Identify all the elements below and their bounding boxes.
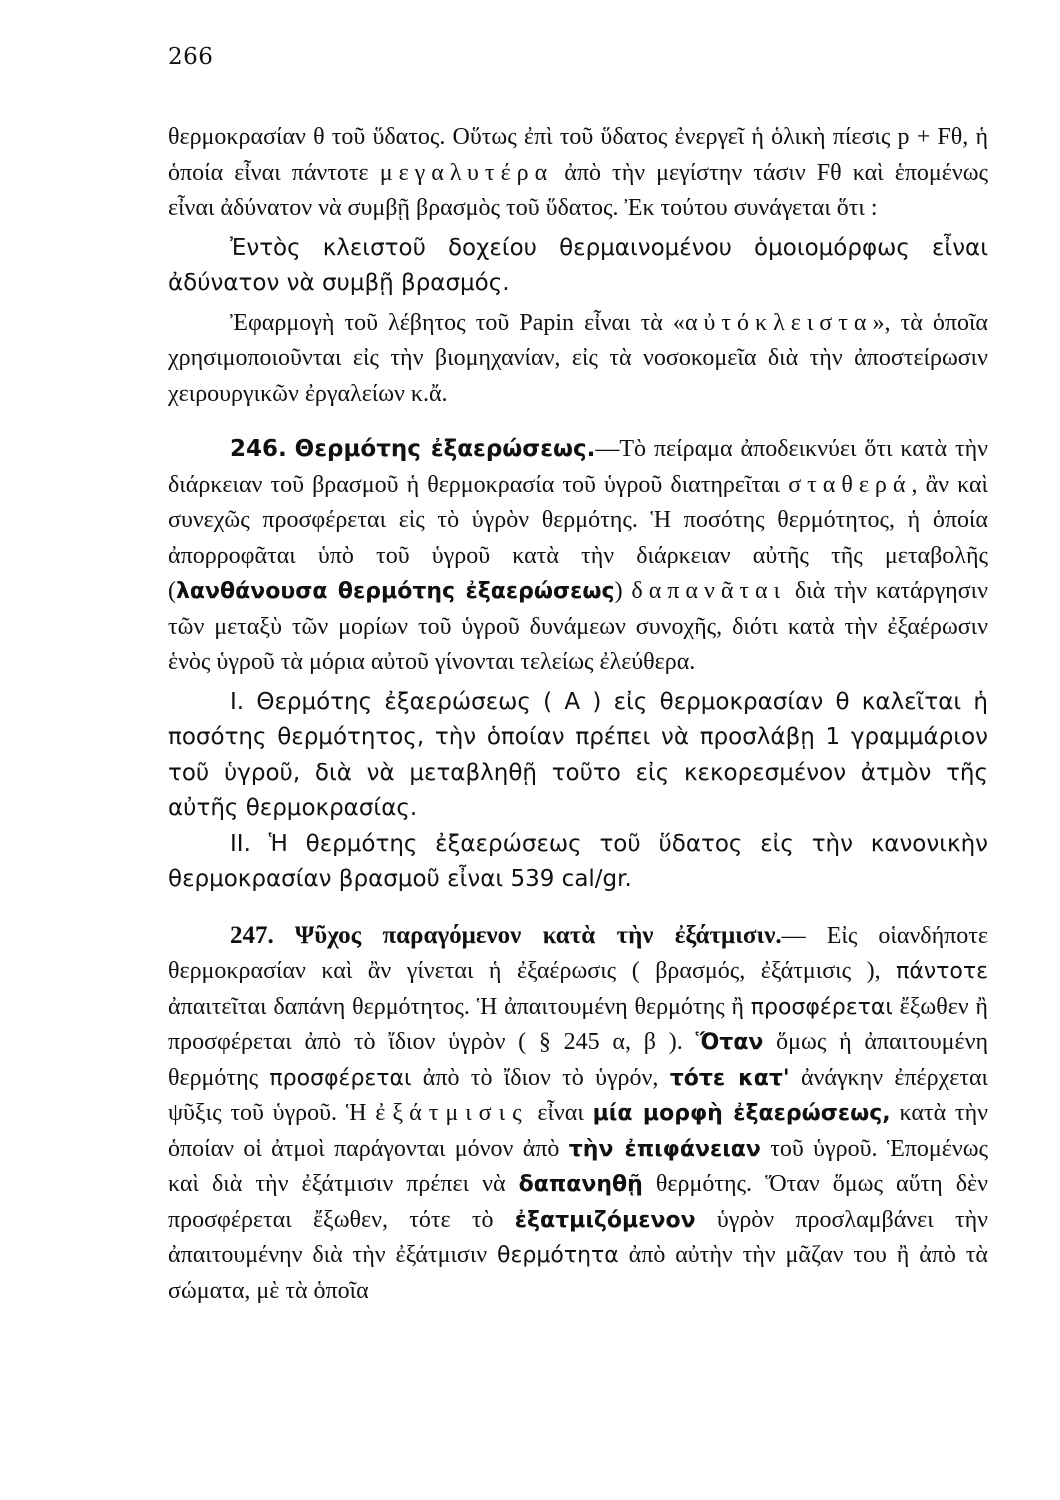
book-page xyxy=(168,44,988,1309)
section-number: 247. xyxy=(230,921,274,949)
section-title: Θερμότης ἐξαερώσεως. xyxy=(294,436,596,462)
text-run: — Εἰς οἱανδήποτε θερμοκρασίαν καὶ ἂν γίνεται ἡ ἐξαέρωσις ( βρασμός, ἐξάτμισις ), xyxy=(168,922,988,984)
emphasized-word: αὐτόκλειστα xyxy=(684,309,873,336)
emphasized-word: ἐξάτμισις xyxy=(375,1100,529,1126)
emphasized-word: δαπανᾶται xyxy=(631,578,787,604)
text-run: κατὰ τὴν ὁποίαν οἱ ἀτμοὶ παράγονται μόνον ἀπὸ xyxy=(168,1100,988,1162)
text-run: ὑγρὸν προσλαμβάνει τὴν ἀπαιτουμένην διὰ τὴν ἐξάτμισιν xyxy=(168,1206,988,1268)
text-run: ) xyxy=(614,578,632,604)
text-run: ἀπὸ αὐτὴν τὴν μᾶζαν του ἢ ἀπὸ τὰ σώματα, μὲ τὰ ὁποῖα xyxy=(168,1242,988,1304)
definition-heat-of-vaporization: I. Θερμότης ἐξαερώσεως ( Α ) εἰς θερμοκρασίαν θ καλεῖται ἡ ποσότης θερμότητος, τὴν ὁποίαν πρέπει νὰ προσλάβῃ 1 γραμμάριον τοῦ ὑγροῦ, διὰ νὰ μεταβληθῇ τοῦτο εἰς κεκορεσμένον ἀτμὸν τῆς αὐτῆς θερμοκρασίας. xyxy=(168,688,988,821)
emphasized-word: σταθερά xyxy=(788,471,912,498)
section-246 xyxy=(168,432,988,681)
bold-run: τὴν ἐπιφάνειαν xyxy=(568,1136,761,1162)
bold-run: τότε κατ' xyxy=(669,1065,790,1091)
text-run: θερμότης. Ὅταν ὅμως αὕτη δὲν προσφέρεται ἔξωθεν, τότε τὸ xyxy=(168,1171,988,1233)
section-247 xyxy=(168,918,988,1310)
section-number: 246. xyxy=(230,436,287,462)
text-run: διὰ τὴν κατάργησιν τῶν μεταξὺ τῶν μορίων τοῦ ὑγροῦ δυνάμεων συνοχῆς, διότι κατὰ τὴν ἐξαέρωσιν ἑνὸς ὑγροῦ τὰ μόρια αὐτοῦ γίνονται τελείως ἐλεύθερα. xyxy=(168,578,988,675)
bold-run: Ὅταν xyxy=(695,1030,764,1055)
sans-run: προσφέρεται xyxy=(750,994,893,1020)
sans-run: θερμότητα xyxy=(497,1243,619,1268)
emphasized-word: μεγαλυτέρα xyxy=(379,159,554,186)
section-title: Ψῦχος παραγόμενον κατὰ τὴν ἐξάτμισιν. xyxy=(294,921,782,949)
text-run: —Τὸ πείραμα ἀποδεικνύει ὅτι κατὰ τὴν διάρκειαν τοῦ βρασμοῦ ἡ θερμοκρασία τοῦ ὑγροῦ διατηρεῖται xyxy=(168,436,988,498)
page-number: 266 xyxy=(168,44,214,70)
text-run: ὅμως ἡ ἀπαιτουμένη θερμότης xyxy=(168,1029,988,1091)
bold-run: μία μορφὴ ἐξαερώσεως, xyxy=(592,1101,891,1126)
text-run: ἀνάγκην ἐπέρχεται ψῦξις τοῦ ὑγροῦ. Ἡ xyxy=(168,1064,989,1126)
conclusion-statement: Ἐντὸς κλειστοῦ δοχείου θερμαινομένου ὁμοιομόρφως εἶναι ἀδύνατον νὰ συμβῇ βρασμός. xyxy=(168,234,988,296)
text-run: ἀπὸ τὸ ἴδιον τὸ ὑγρόν, xyxy=(411,1064,670,1091)
definition-water-value: II. Ἡ θερμότης ἐξαερώσεως τοῦ ὕδατος εἰς τὴν κανονικὴν θερμοκρασίαν βρασμοῦ εἶναι 539 cal/gr. xyxy=(168,830,988,892)
text-run: ἀπὸ τὴν μεγίστην τάσιν Fθ καὶ ἑπομένως εἶναι ἀδύνατον νὰ συμβῇ βρασμὸς τοῦ ὕδατος. Ἐκ τούτου συνάγεται ὅτι : xyxy=(168,159,988,221)
text-run: εἶναι xyxy=(528,1100,593,1126)
sans-run: πάντοτε xyxy=(896,959,988,984)
text-run: », τὰ ὁποῖα χρησιμοποιοῦνται εἰς τὴν βιομηχανίαν, εἰς τὰ νοσοκομεῖα διὰ τὴν ἀποστείρωσιν χειρουργικῶν ἐργαλείων κ.ἄ. xyxy=(168,309,988,407)
bold-run: δαπανηθῇ xyxy=(518,1172,643,1197)
sans-run: προσφέρεται xyxy=(269,1065,412,1091)
bold-run: ἐξατμιζόμενον xyxy=(514,1207,696,1233)
text-run: ἀπαιτεῖται δαπάνη θερμότητος. Ἡ ἀπαιτουμένη θερμότης ἢ xyxy=(168,993,751,1020)
paragraph-boiling-pressure xyxy=(168,120,988,227)
text-run: τοῦ ὑγροῦ. Ἑπομένως καὶ διὰ τὴν ἐξάτμισιν πρέπει νὰ xyxy=(168,1135,989,1197)
text-run: θερμοκρασίαν θ τοῦ ὕδατος. Οὕτως ἐπὶ τοῦ ὕδατος ἐνεργεῖ ἡ ὁλικὴ πίεσις p + Fθ, ἡ ὁποία εἶναι πάντοτε xyxy=(168,124,988,186)
text-run: Ἐφαρμογὴ τοῦ λέβητος τοῦ Papin εἶναι τὰ « xyxy=(230,309,685,336)
paragraph-papin-application xyxy=(168,306,988,413)
text-run: , ἂν καὶ συνεχῶς προσφέρεται εἰς τὸ ὑγρὸν θερμότης. Ἡ ποσότης θερμότητος, ἡ ὁποία ἀπορροφᾶται ὑπὸ τοῦ ὑγροῦ κατὰ τὴν διάρκειαν αὐτῆς τῆς μεταβολῆς ( xyxy=(168,471,988,604)
text-run: ἔξωθεν ἢ προσφέρεται ἀπὸ τὸ ἴδιον ὑγρὸν ( § 245 α, β ). xyxy=(168,993,988,1055)
bold-term: λανθάνουσα θερμότης ἐξαερώσεως xyxy=(176,579,615,604)
